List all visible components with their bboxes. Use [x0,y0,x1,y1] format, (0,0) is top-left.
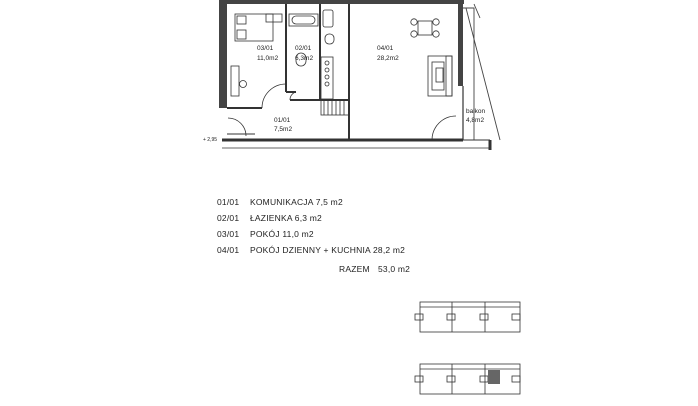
total-row [339,261,410,277]
room-code: 02/01 [295,45,312,52]
total-label: RAZEM [339,264,370,274]
legend-code: 04/01 [217,245,240,255]
legend-code: 01/01 [217,197,240,207]
legend-text: ŁAZIENKA 6,3 m2 [250,213,322,223]
entry-door [228,118,246,136]
legend-code: 02/01 [217,213,240,223]
room-area: 11,0m2 [257,55,279,62]
key-plan-upper [415,302,520,332]
room-labels [203,45,486,143]
legend-row [217,210,410,226]
legend-row [217,194,410,210]
room-area: 7,5m2 [274,126,293,133]
highlighted-unit [488,370,500,384]
legend-text: POKÓJ DZIENNY + KUCHNIA 28,2 m2 [250,245,406,255]
legend-code: 03/01 [217,229,240,239]
room-area: 6,3m2 [295,55,314,62]
room-code: 03/01 [257,45,274,52]
room-code: 04/01 [377,45,394,52]
key-plan-lower [415,364,520,394]
room-legend [217,194,410,277]
legend-text: POKÓJ 11,0 m2 [250,229,314,239]
room-code: 01/01 [274,117,291,124]
legend-text: KOMUNIKACJA 7,5 m2 [250,197,343,207]
kitchen-counter [321,100,349,115]
walls [219,0,490,150]
total-value: 53,0 m2 [378,264,411,274]
room-area: 4,8m2 [466,117,485,124]
level-mark: + 2,95 [203,137,218,143]
legend-row [217,226,410,242]
legend-row [217,242,410,258]
living-furniture [411,19,456,140]
room-code: balkon [466,108,486,115]
room-area: 28,2m2 [377,55,399,62]
